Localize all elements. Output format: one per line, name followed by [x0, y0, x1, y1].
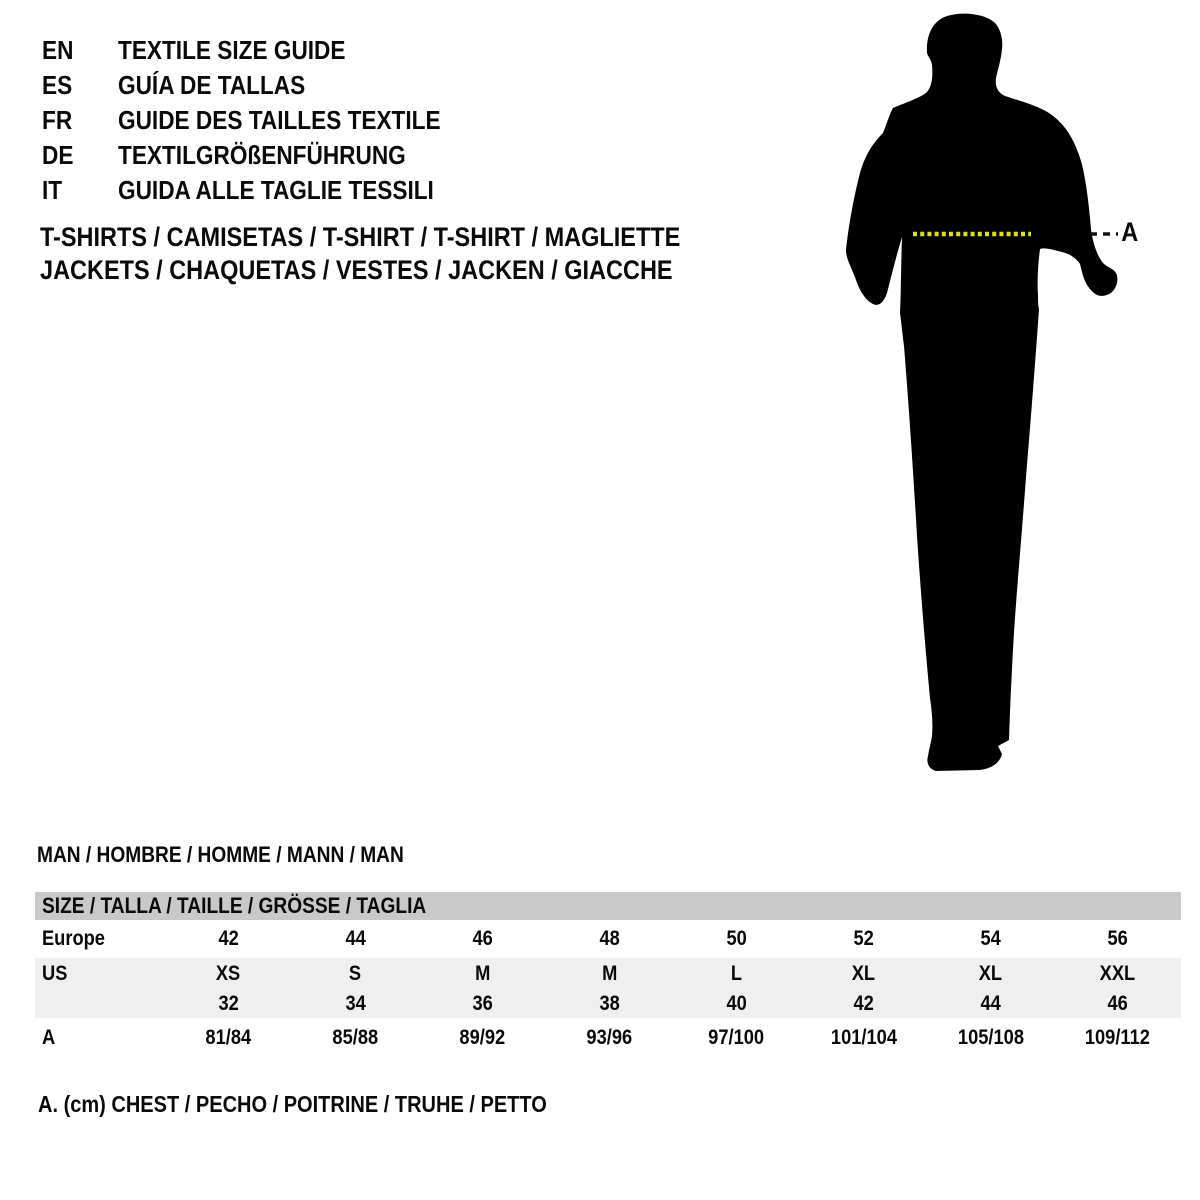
language-code: DE [42, 140, 74, 170]
language-title: GUÍA DE TALLAS [118, 70, 306, 100]
measurement-footnote: A. (cm) CHEST / PECHO / POITRINE / TRUHE / PETTO [38, 1091, 547, 1117]
size-cell: XL [851, 962, 876, 985]
size-cell: 105/108 [957, 1026, 1024, 1049]
measurement-a-label: A [1121, 217, 1139, 247]
language-guide-list [42, 33, 489, 208]
size-cell: L [730, 962, 743, 985]
man-silhouette [846, 14, 1117, 771]
row-label: A [42, 1026, 56, 1049]
size-cell: 38 [599, 992, 620, 1015]
language-title: GUIDE DES TAILLES TEXTILE [118, 105, 441, 135]
category-line-jackets: JACKETS / CHAQUETAS / VESTES / JACKEN / GIACCHE [40, 255, 673, 285]
size-cell: 101/104 [830, 1026, 897, 1049]
language-row [42, 103, 489, 138]
size-cell: 54 [980, 927, 1001, 950]
size-row-europe [35, 920, 1181, 958]
size-cell: 44 [345, 927, 366, 950]
row-label: Europe [42, 927, 105, 950]
size-cell: 81/84 [205, 1026, 252, 1049]
size-cell: 46 [1107, 992, 1128, 1015]
category-lines [40, 221, 776, 287]
size-cell: 32 [218, 992, 239, 1015]
size-cell: 34 [345, 992, 366, 1015]
language-title: GUIDA ALLE TAGLIE TESSILI [118, 175, 434, 205]
size-cell: XXL [1099, 962, 1136, 985]
size-row-us [35, 958, 1181, 990]
size-cell: 93/96 [586, 1026, 633, 1049]
size-cell: XS [216, 962, 241, 985]
language-title: TEXTILE SIZE GUIDE [118, 35, 346, 65]
man-silhouette-figure [835, 5, 1145, 795]
size-cell: 97/100 [708, 1026, 765, 1049]
category-line-tshirts: T-SHIRTS / CAMISETAS / T-SHIRT / T-SHIRT / MAGLIETTE [40, 222, 681, 252]
size-cell: M [474, 962, 491, 985]
language-row [42, 68, 489, 103]
size-table-header: SIZE / TALLA / TAILLE / GRÖSSE / TAGLIA [35, 892, 1181, 920]
row-label: US [42, 962, 68, 985]
size-cell: 48 [599, 927, 620, 950]
language-row [42, 138, 489, 173]
size-table [35, 892, 1181, 1058]
size-cell: 89/92 [459, 1026, 506, 1049]
size-row-secondary [35, 990, 1181, 1018]
man-silhouette-svg [835, 5, 1145, 795]
size-cell: XL [978, 962, 1003, 985]
size-cell: 52 [853, 927, 874, 950]
gender-section-title: MAN / HOMBRE / HOMME / MANN / MAN [37, 842, 404, 867]
language-row [42, 33, 489, 68]
size-cell: 40 [726, 992, 747, 1015]
language-code: ES [42, 70, 73, 100]
size-cell: 85/88 [332, 1026, 379, 1049]
size-cell: 42 [218, 927, 239, 950]
language-code: IT [42, 175, 63, 205]
language-code: EN [42, 35, 74, 65]
size-cell: 109/112 [1084, 1026, 1151, 1049]
size-cell: 36 [472, 992, 493, 1015]
size-row-chest [35, 1018, 1181, 1058]
size-cell: 42 [853, 992, 874, 1015]
size-cell: 44 [980, 992, 1001, 1015]
size-cell: 50 [726, 927, 747, 950]
size-cell: 46 [472, 927, 493, 950]
size-cell: M [601, 962, 618, 985]
language-row [42, 173, 489, 208]
language-code: FR [42, 105, 73, 135]
size-cell: S [349, 962, 362, 985]
language-title: TEXTILGRÖßENFÜHRUNG [118, 140, 406, 170]
size-cell: 56 [1107, 927, 1128, 950]
